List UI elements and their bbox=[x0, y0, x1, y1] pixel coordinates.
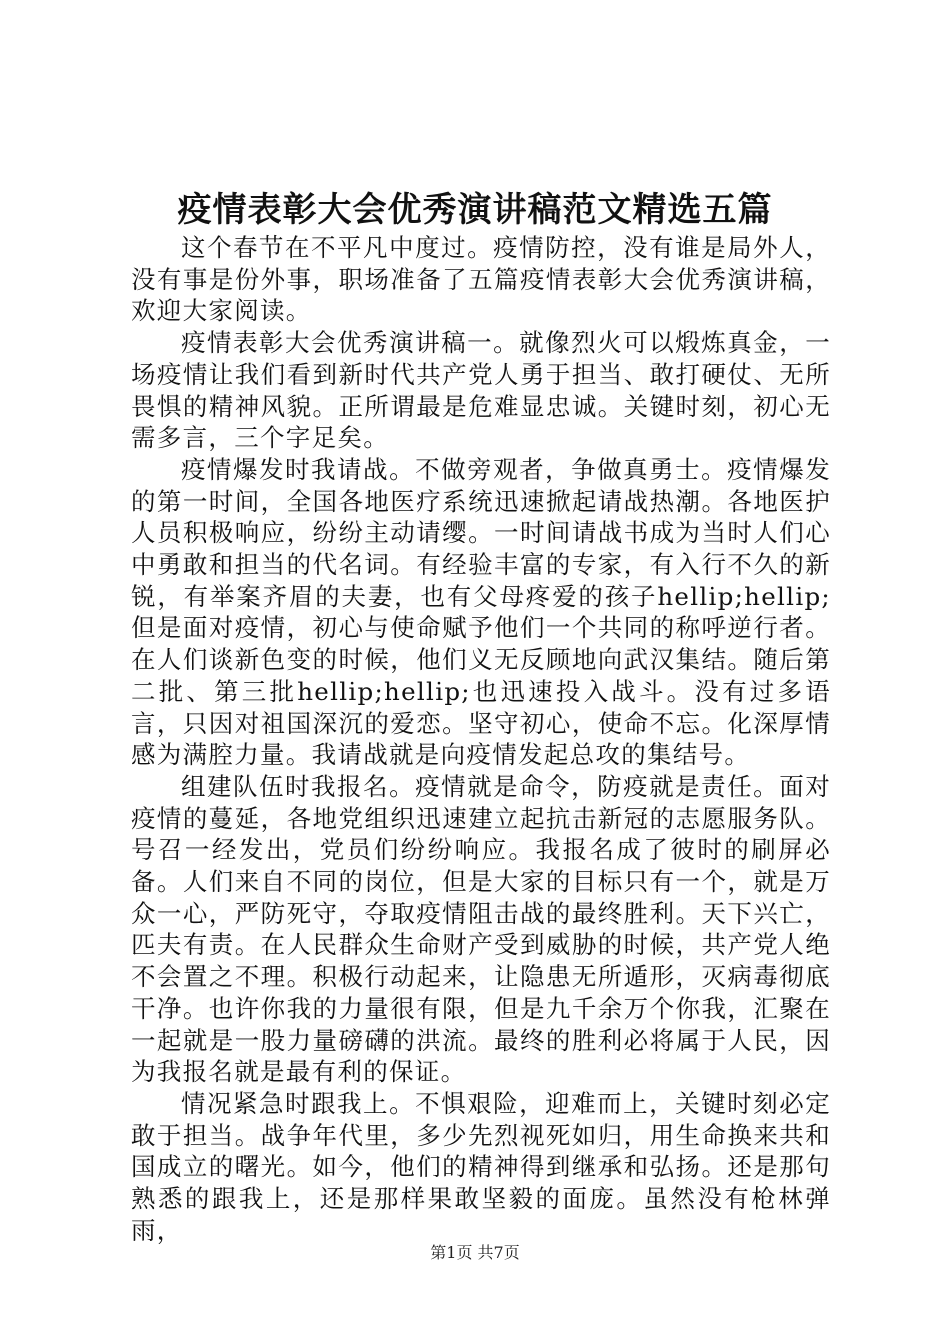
paragraph-speech-one: 疫情表彰大会优秀演讲稿一。就像烈火可以煅炼真金，一场疫情让我们看到新时代共产党人勇于担当、敢打硬仗、无所畏惧的精神风貌。正所谓最是危难显忠诚。关键时刻，初心无需多言，三个字足矣。 bbox=[131, 328, 831, 453]
paragraph-request-battle: 疫情爆发时我请战。不做旁观者，争做真勇士。疫情爆发的第一时间，全国各地医疗系统迅速掀起请战热潮。各地医护人员积极响应，纷纷主动请缨。一时间请战书成为当时人们心中勇敢和担当的代名词。有经验丰富的专家，有入行不久的新锐，有举案齐眉的夫妻，也有父母疼爱的孩子hellip;hellip;但是面对疫情，初心与使命赋予他们一个共同的称呼逆行者。在人们谈新色变的时候，他们义无反顾地向武汉集结。随后第二批、第三批hellip;hellip;也迅速投入战斗。没有过多语言，只因对祖国深沉的爱恋。坚守初心，使命不忘。化深厚情感为满腔力量。我请战就是向疫情发起总攻的集结号。 bbox=[131, 454, 831, 770]
document-body bbox=[131, 232, 831, 1247]
paragraph-sign-up: 组建队伍时我报名。疫情就是命令，防疫就是责任。面对疫情的蔓延，各地党组织迅速建立起抗击新冠的志愿服务队。号召一经发出，党员们纷纷响应。我报名成了彼时的刷屏必备。人们来自不同的岗位，但是大家的目标只有一个，就是万众一心，严防死守，夺取疫情阻击战的最终胜利。天下兴亡，匹夫有责。在人民群众生命财产受到威胁的时候，共产党人绝不会置之不理。积极行动起来，让隐患无所遁形，灭病毒彻底干净。也许你我的力量很有限，但是九千余万个你我，汇聚在一起就是一股力量磅礴的洪流。最终的胜利必将属于人民，因为我报名就是最有利的保证。 bbox=[131, 771, 831, 1087]
paragraph-follow-me: 情况紧急时跟我上。不惧艰险，迎难而上，关键时刻必定敢于担当。战争年代里，多少先烈视死如归，用生命换来共和国成立的曙光。如今，他们的精神得到继承和弘扬。还是那句熟悉的跟我上，还是那样果敢坚毅的面庞。虽然没有枪林弹雨， bbox=[131, 1088, 831, 1245]
paragraph-intro: 这个春节在不平凡中度过。疫情防控，没有谁是局外人，没有事是份外事，职场准备了五篇疫情表彰大会优秀演讲稿，欢迎大家阅读。 bbox=[131, 233, 831, 326]
page-number-footer: 第1页 共7页 bbox=[430, 1243, 520, 1262]
document-title: 疫情表彰大会优秀演讲稿范文精选五篇 bbox=[177, 190, 773, 230]
